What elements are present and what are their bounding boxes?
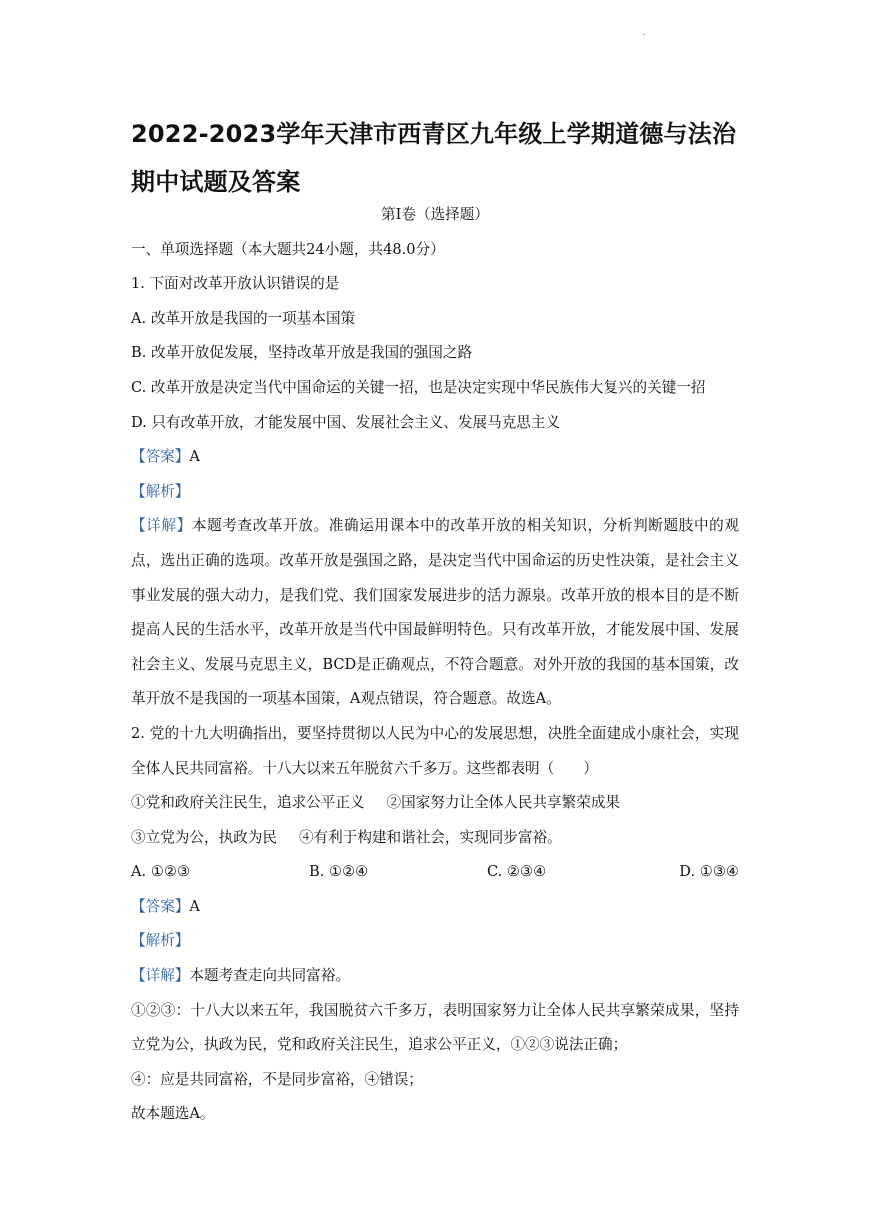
q2-statements-row-1: [131, 786, 739, 821]
q1-detail: [131, 509, 739, 717]
q2-option-d: D. ①③④: [679, 863, 739, 881]
detail-label: 【详解】: [131, 967, 190, 985]
q2-answer-value: A: [189, 897, 200, 915]
section-heading: 第Ⅰ卷（选择题）: [381, 206, 489, 223]
q2-option-b: B. ①②④: [309, 863, 369, 881]
q2-detail-paragraph-1: ①②③：十八大以来五年，我国脱贫六千多万，表明国家努力让全体人民共享繁荣成果，坚持立党为公，执政为民，党和政府关注民生，追求公平正义，①②③说法正确；: [131, 1001, 739, 1054]
q2-statement-3: ③立党为公，执政为民: [131, 828, 277, 846]
q1-answer: [131, 440, 739, 475]
document-title: 2022-2023学年天津市西青区九年级上学期道德与法治期中试题及答案: [131, 120, 737, 196]
answer-label: 【答案】: [131, 897, 190, 915]
answer-label: 【答案】: [131, 448, 190, 466]
q1-option-a: A. 改革开放是我国的一项基本国策: [131, 309, 356, 327]
q1-option-b: B. 改革开放促发展，坚持改革开放是我国的强国之路: [131, 344, 473, 362]
q1-option-c: C. 改革开放是决定当代中国命运的关键一招，也是决定实现中华民族伟大复兴的关键一招: [131, 378, 706, 396]
q2-detail-paragraph-2: ④：应是共同富裕，不是同步富裕，④错误；: [131, 1070, 423, 1088]
q2-options: [131, 855, 739, 890]
q2-stem: 2. 党的十九大明确指出，要坚持贯彻以人民为中心的发展思想，决胜全面建成小康社会，实现全体人民共同富裕。十八大以来五年脱贫六千多万。这些都表明（ ）: [131, 724, 739, 777]
part-heading: 一、单项选择题（本大题共24小题，共48.0分）: [131, 240, 445, 258]
q2-statements-row-2: [131, 821, 739, 856]
q1-answer-value: A: [189, 448, 200, 466]
document-body: [131, 198, 739, 1132]
q1-analysis: [131, 475, 739, 510]
analysis-label: 【解析】: [131, 482, 190, 500]
analysis-label: 【解析】: [131, 932, 190, 950]
q2-analysis: [131, 924, 739, 959]
q2-statement-1: ①党和政府关注民生，追求公平正义: [131, 794, 365, 812]
q2-answer: [131, 890, 739, 925]
q1-detail-text: 本题考查改革开放。准确运用课本中的改革开放的相关知识，分析判断题肢中的观点，选出正确的选项。改革开放是强国之路，是决定当代中国命运的历史性决策，是社会主义事业发展的强大动力，是我们党、我们国家发展进步的活力源泉。改革开放的根本目的是不断提高人民的生活水平，改革开放是当代中国最鲜明特色。只有改革开放，才能发展中国、发展社会主义、发展马克思主义，BCD是正确观点，不符合题意。对外开放的我国的基本国策，改革开放不是我国的一项基本国策，A观点错误，符合题意。故选A。: [131, 517, 739, 708]
q2-option-a: A. ①②③: [131, 863, 191, 881]
q2-detail-intro: 本题考查走向共同富裕。: [189, 967, 350, 985]
q1-option-d: D. 只有改革开放，才能发展中国、发展社会主义、发展马克思主义: [131, 413, 561, 431]
q2-conclusion: 故本题选A。: [131, 1105, 215, 1123]
q2-option-c: C. ②③④: [487, 863, 547, 881]
q2-statement-2: ②国家努力让全体人民共享繁荣成果: [386, 794, 621, 812]
q1-stem: 1. 下面对改革开放认识错误的是: [131, 275, 340, 293]
q2-statement-4: ④有利于构建和谐社会，实现同步富裕。: [298, 828, 562, 846]
detail-label: 【详解】: [131, 517, 192, 535]
corner-mark: ·: [642, 30, 646, 41]
q2-detail: [131, 959, 739, 994]
